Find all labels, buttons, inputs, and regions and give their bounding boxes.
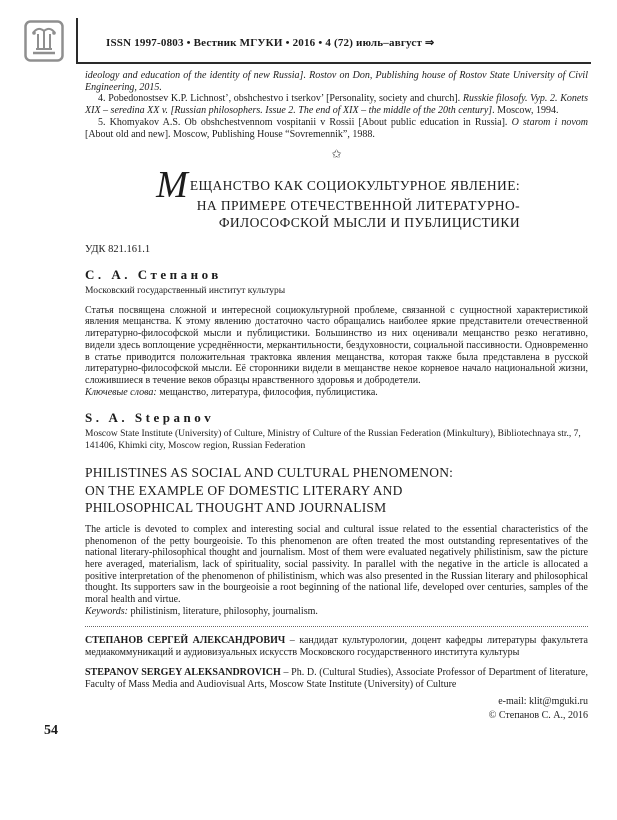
- title-ru-line-1-text: ЕЩАНСТВО КАК СОЦИОКУЛЬТУРНОЕ ЯВЛЕНИЕ:: [189, 178, 520, 194]
- title-en-line-3: PHILOSOPHICAL THOUGHT AND JOURNALISM: [85, 500, 387, 516]
- reference-item-5: 5. Khomyakov A.S. Ob obshchestvennom vospitanii v Rossii [About public education in Russia]. O starom i novom [About old and new]. Moscow, Publishing House “Sovremennik”, 1988.: [85, 116, 588, 140]
- keywords-ru: Ключевые слова: мещанство, литература, философия, публицистика.: [85, 386, 378, 398]
- article-title-en: [85, 464, 588, 517]
- journal-masthead: ISSN 1997-0803 • Вестник МГУКИ • 2016 • 4 (72) июль–август ⇒: [106, 37, 435, 49]
- reference-item-4: 4. Pobedonostsev K.P. Lichnost’, obshchestvo i tserkov’ [Personality, society and church]. Russkie filosofy. Vyp. 2. Konets XIX – seredina XX v. [Russian philosophers. Issue 2. The end of XIX – the middle of the 20th century]. Moscow, 1994.: [85, 93, 588, 117]
- section-divider-star-icon: ✩: [331, 147, 342, 162]
- drop-cap-letter: М: [156, 164, 188, 207]
- title-en-line-2: ON THE EXAMPLE OF DOMESTIC LITERARY AND: [85, 482, 403, 498]
- author-name-en: S. A. Stepanov: [85, 410, 215, 426]
- header-horizontal-rule: [76, 62, 591, 64]
- article-title-ru: [85, 164, 520, 231]
- article-content: [85, 70, 588, 722]
- title-en-line-1: PHILISTINES AS SOCIAL AND CULTURAL PHENOMENON:: [85, 465, 454, 481]
- title-ru-line-2: НА ПРИМЕРЕ ОТЕЧЕСТВЕННОЙ ЛИТЕРАТУРНО-: [196, 198, 520, 214]
- title-ru-line-3: ФИЛОСОФСКОЙ МЫСЛИ И ПУБЛИЦИСТИКИ: [218, 215, 520, 231]
- footer-divider: [85, 626, 588, 627]
- keywords-en: Keywords: philistinism, literature, philosophy, journalism.: [85, 605, 318, 617]
- author-affiliation-en: Moscow State Institute (University) of Culture, Ministry of Culture of the Russian Federation (Minkultury), Bibliotechnaya str., 7, 141406, Khimki city, Moscow region, Russian Federation: [85, 429, 581, 451]
- reference-continuation: ideology and education of the identity of new Russia]. Rostov on Don, Publishing house of Rostov State University of Civil Engineering, 2015.: [85, 70, 588, 93]
- copyright-notice: © Степанов С. А., 2016: [488, 709, 588, 721]
- udc-code: УДК 821.161.1: [85, 244, 151, 256]
- author-bio-ru: СТЕПАНОВ СЕРГЕЙ АЛЕКСАНДРОВИЧ – кандидат культурологии, доцент кафедры литературы факультета медиакоммуникаций и аудиовизуальных искусств Московского государственного института культуры: [85, 635, 588, 659]
- journal-logo-icon: [24, 20, 64, 62]
- author-affiliation-ru: Московский государственный институт культуры: [85, 286, 286, 297]
- contact-block: [85, 695, 588, 722]
- abstract-ru: Статья посвящена сложной и интересной социокультурной проблеме, связанной с сущностной характеристикой явления мещанства. К этому явлению достаточно часто обращались наиболее яркие представители отечественной литературно-философской мысли и публицистики. Большинство из них оценивали мещанство резко негативно, видели здесь воплощение усреднённости, меркантильности, бездуховности, социальной пассивности. Одновременно в статье приводится положительная трактовка явления мещанства, которая также была представлена в русской литературно-философской мысли. Её сторонники видели в мещанстве некое корневое начало национальной жизни, сложившиеся в течение веков образцы нравственного здоровья и добродетели.: [85, 304, 588, 386]
- author-bio-en: STEPANOV SERGEY ALEKSANDROVICH – Ph. D. (Cultural Studies), Associate Professor of Department of literature, Faculty of Mass Media and Audiovisual Arts, Moscow State Institute (University) of Culture: [85, 666, 588, 690]
- header-vertical-rule: [76, 18, 78, 63]
- author-name-ru: С. А. Степанов: [85, 267, 222, 283]
- page-number: 54: [44, 723, 58, 738]
- abstract-en: The article is devoted to complex and interesting social and cultural issue related to the essential characteristics of the phenomenon of the petty bourgeoisie. To this phenomenon are often treated the most outstanding representatives of the national literary-philosophical thought and journalism. Most of them were evaluated negatively philistinism, saw the picture here averaged, materialism, lack of spirituality, social passivity. In parallel with the negative in the article is allocated a positive interpretation of the phenomenon of philistinism, which was also presented in the Russian literary and philosophical thought. Its supporters saw in the bourgeoisie a root beginning of the national life, developed over centuries, samples of the moral health and virtue.: [85, 523, 588, 606]
- author-email: e-mail: klit@mguki.ru: [498, 696, 588, 708]
